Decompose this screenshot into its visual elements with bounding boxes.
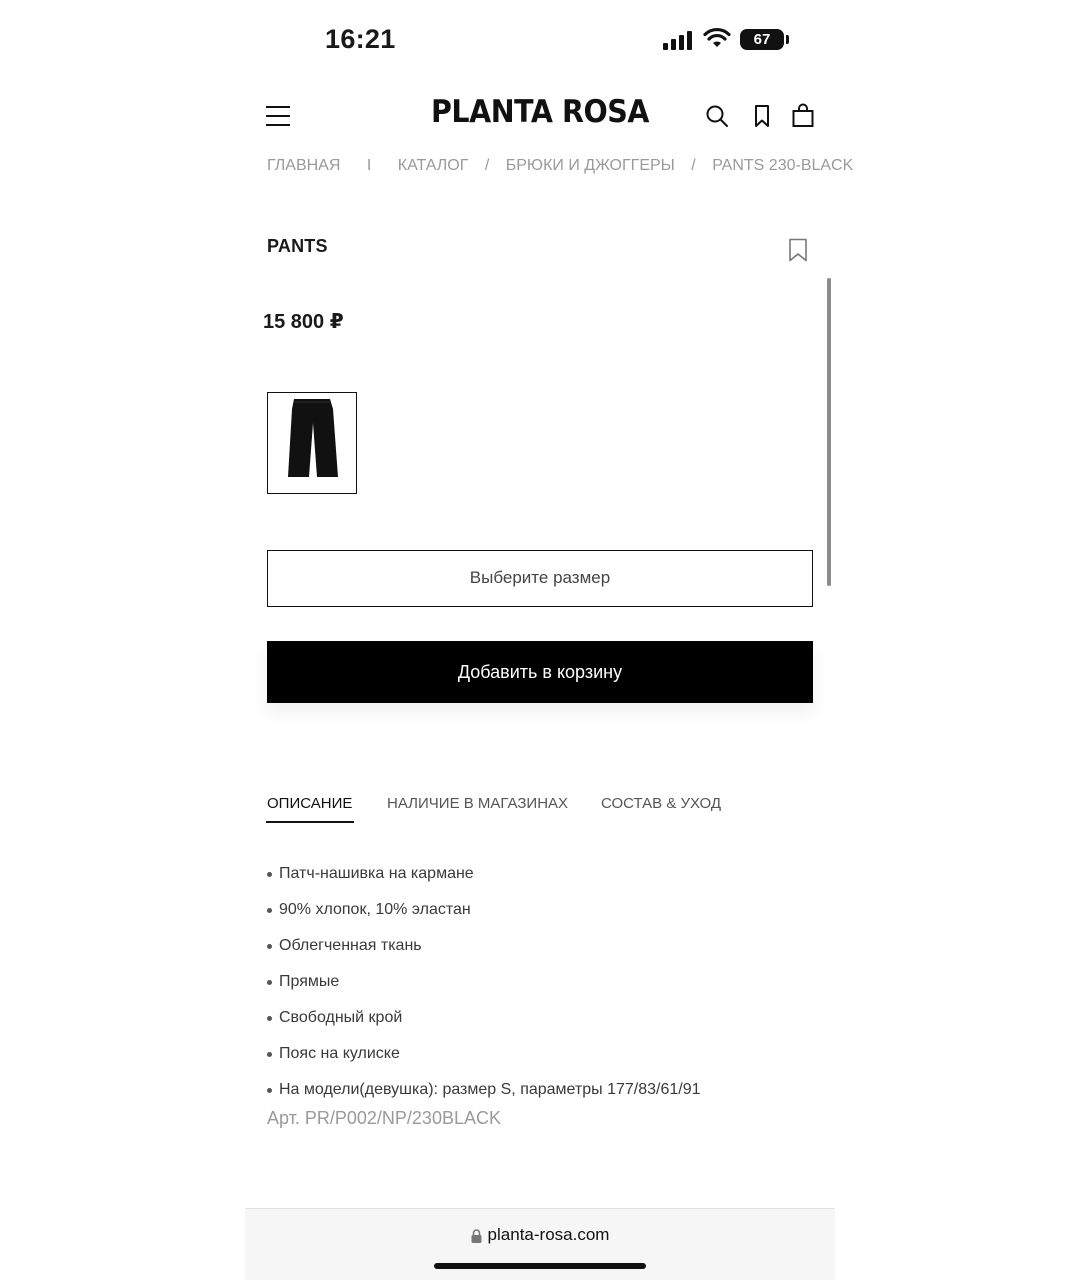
size-select[interactable]: Выберите размер [267, 550, 813, 607]
add-to-cart-button[interactable]: Добавить в корзину [267, 641, 813, 703]
list-item: 90% хлопок, 10% эластан [267, 898, 807, 934]
brand-logo[interactable]: PLANTA ROSA [430, 94, 650, 130]
breadcrumb-item-category[interactable]: БРЮКИ И ДЖОГГЕРЫ [505, 157, 675, 174]
list-item: На модели(девушка): размер S, параметры 177/83/61/91 [267, 1078, 807, 1114]
home-indicator[interactable] [434, 1263, 646, 1269]
breadcrumb-separator: I [366, 157, 372, 174]
tab-store-availability[interactable]: НАЛИЧИЕ В МАГАЗИНАХ [387, 795, 569, 812]
pants-image [268, 393, 356, 492]
battery-icon: 67 [740, 29, 784, 50]
list-item: Прямые [267, 970, 807, 1006]
list-item: Свободный крой [267, 1006, 807, 1042]
breadcrumb-item-home[interactable]: ГЛАВНАЯ [267, 157, 341, 174]
product-price: 15 800 ₽ [263, 311, 344, 333]
breadcrumb-separator: / [691, 157, 696, 174]
status-bar [245, 0, 835, 80]
battery-tip [786, 35, 789, 44]
wifi-icon [703, 27, 731, 49]
tab-description[interactable]: ОПИСАНИЕ [267, 795, 353, 812]
status-time: 16:21 [325, 24, 396, 54]
url-text: planta-rosa.com [487, 1225, 610, 1244]
lock-icon [471, 1229, 482, 1243]
product-title: PANTS [267, 236, 328, 256]
bag-icon[interactable] [791, 104, 815, 128]
breadcrumb-separator: / [484, 157, 490, 174]
browser-bottom-bar [245, 1208, 835, 1280]
scrollbar[interactable] [827, 278, 831, 586]
breadcrumb-item-catalog[interactable]: КАТАЛОГ [397, 157, 469, 174]
phone-screen [245, 0, 854, 1280]
site-header [245, 92, 835, 142]
search-icon[interactable] [705, 104, 729, 128]
description-list [267, 862, 807, 1114]
article-number: Арт. PR/P002/NP/230BLACK [267, 1108, 501, 1128]
list-item: Патч-нашивка на кармане [267, 862, 807, 898]
address-bar[interactable] [245, 1225, 835, 1245]
bookmark-icon[interactable] [750, 104, 774, 128]
favorite-bookmark-icon[interactable] [788, 238, 808, 262]
tab-composition-care[interactable]: СОСТАВ & УХОД [601, 795, 722, 812]
signal-icon [663, 30, 693, 50]
list-item: Пояс на кулиске [267, 1042, 807, 1078]
product-thumbnail[interactable] [267, 392, 357, 494]
list-item: Облегченная ткань [267, 934, 807, 970]
breadcrumb-item-current: PANTS 230-BLACK [712, 157, 854, 174]
active-tab-indicator [266, 821, 354, 823]
breadcrumb [267, 157, 854, 181]
